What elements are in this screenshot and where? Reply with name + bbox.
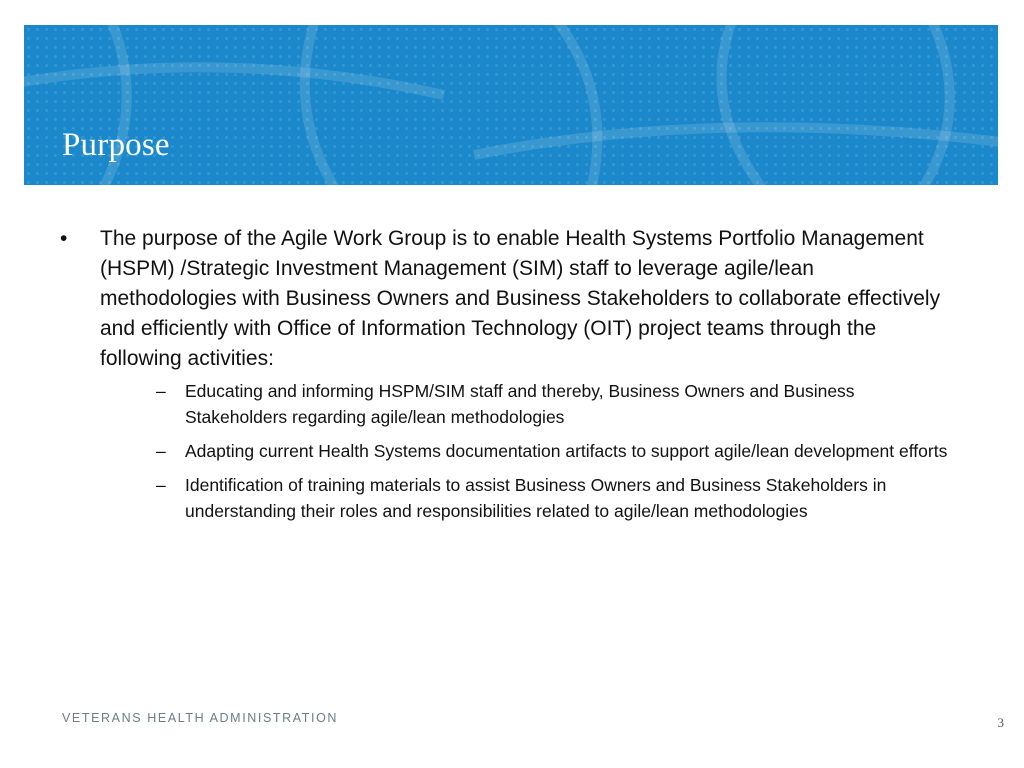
page-number: 3 [997,715,1004,730]
sub-bullet-marker: – [156,381,166,401]
footer-organization: VETERANS HEALTH ADMINISTRATION [62,711,339,725]
bullet-item [60,224,960,532]
slide-content [60,224,960,532]
sub-bullet-marker: – [156,441,166,461]
sub-bullet-marker: – [156,475,166,495]
title-banner [24,25,998,185]
sub-bullet-text: Educating and informing HSPM/SIM staff and thereby, Business Owners and Business Stakeholders regarding agile/lean methodologies [185,381,855,427]
sub-bullet-text: Identification of training materials to assist Business Owners and Business Stakeholders in understanding their roles and responsibilities related to agile/lean methodologies [185,475,887,521]
sub-bullet-list [156,378,948,524]
sub-bullet-item [156,378,948,430]
bullet-body [100,224,948,532]
slide-title: Purpose [62,127,170,163]
banner-dot-pattern [24,25,998,185]
sub-bullet-item [156,472,948,524]
bullet-text: The purpose of the Agile Work Group is to enable Health Systems Portfolio Management (HSPM) /Strategic Investment Management (SIM) staff to leverage agile/lean methodologies with Business Owners and Business Stakeholders to collaborate effectively and efficiently with Office of Information Technology (OIT) project teams through the following activities: [100,227,941,370]
sub-bullet-item [156,438,948,464]
sub-bullet-text: Adapting current Health Systems documentation artifacts to support agile/lean development efforts [185,441,948,461]
bullet-marker: • [60,227,68,250]
